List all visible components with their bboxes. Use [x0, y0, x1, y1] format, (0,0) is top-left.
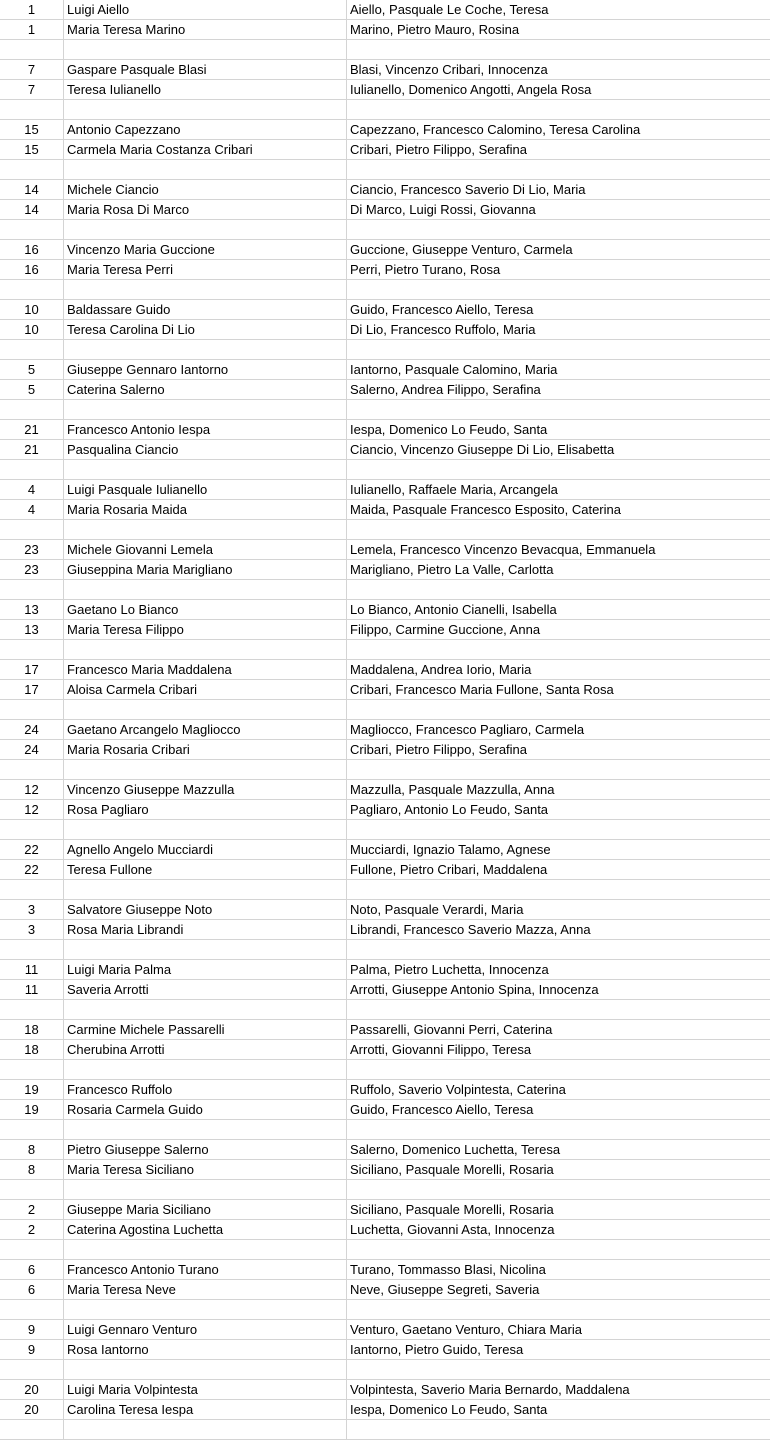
cell-spouse-name[interactable]: Salvatore Giuseppe Noto — [64, 900, 347, 920]
cell-number[interactable] — [0, 760, 64, 780]
cell-number[interactable] — [0, 340, 64, 360]
cell-number[interactable] — [0, 220, 64, 240]
table-row — [0, 880, 770, 900]
cell-number[interactable]: 17 — [0, 660, 64, 680]
cell-parents[interactable] — [347, 1000, 770, 1020]
cell-spouse-name[interactable]: Luigi Maria Palma — [64, 960, 347, 980]
cell-spouse-name[interactable]: Giuseppe Maria Siciliano — [64, 1200, 347, 1220]
cell-number[interactable]: 16 — [0, 260, 64, 280]
table-row — [0, 200, 770, 220]
table-row — [0, 600, 770, 620]
cell-spouse-name[interactable]: Vincenzo Giuseppe Mazzulla — [64, 780, 347, 800]
cell-parents[interactable]: Di Marco, Luigi Rossi, Giovanna — [347, 200, 770, 220]
table-row — [0, 1080, 770, 1100]
cell-spouse-name[interactable] — [64, 40, 347, 60]
cell-parents[interactable]: Neve, Giuseppe Segreti, Saveria — [347, 1280, 770, 1300]
cell-parents[interactable]: Cribari, Pietro Filippo, Serafina — [347, 140, 770, 160]
cell-parents[interactable] — [347, 1120, 770, 1140]
cell-number[interactable] — [0, 640, 64, 660]
cell-number[interactable]: 23 — [0, 560, 64, 580]
cell-spouse-name[interactable]: Francesco Antonio Iespa — [64, 420, 347, 440]
cell-number[interactable] — [0, 700, 64, 720]
cell-number[interactable]: 2 — [0, 1220, 64, 1240]
cell-spouse-name[interactable]: Baldassare Guido — [64, 300, 347, 320]
table-row — [0, 680, 770, 700]
cell-number[interactable]: 21 — [0, 440, 64, 460]
cell-spouse-name[interactable] — [64, 640, 347, 660]
cell-parents[interactable]: Maddalena, Andrea Iorio, Maria — [347, 660, 770, 680]
table-row — [0, 160, 770, 180]
cell-number[interactable]: 8 — [0, 1160, 64, 1180]
table-row — [0, 1420, 770, 1440]
cell-spouse-name[interactable] — [64, 1300, 347, 1320]
cell-number[interactable]: 19 — [0, 1080, 64, 1100]
table-row — [0, 1060, 770, 1080]
table-row — [0, 1140, 770, 1160]
cell-number[interactable]: 4 — [0, 480, 64, 500]
table-row — [0, 20, 770, 40]
table-row — [0, 100, 770, 120]
cell-parents[interactable]: Lo Bianco, Antonio Cianelli, Isabella — [347, 600, 770, 620]
cell-spouse-name[interactable]: Vincenzo Maria Guccione — [64, 240, 347, 260]
cell-spouse-name[interactable]: Gaetano Lo Bianco — [64, 600, 347, 620]
table-row — [0, 900, 770, 920]
cell-number[interactable] — [0, 580, 64, 600]
cell-spouse-name[interactable] — [64, 1060, 347, 1080]
cell-spouse-name[interactable] — [64, 880, 347, 900]
table-row — [0, 120, 770, 140]
table-row — [0, 1000, 770, 1020]
cell-number[interactable] — [0, 400, 64, 420]
cell-number[interactable]: 10 — [0, 320, 64, 340]
cell-spouse-name[interactable] — [64, 940, 347, 960]
cell-parents[interactable] — [347, 1420, 770, 1440]
table-row — [0, 40, 770, 60]
cell-spouse-name[interactable]: Maria Teresa Neve — [64, 1280, 347, 1300]
cell-spouse-name[interactable]: Pietro Giuseppe Salerno — [64, 1140, 347, 1160]
cell-parents[interactable] — [347, 1300, 770, 1320]
cell-spouse-name[interactable]: Carolina Teresa Iespa — [64, 1400, 347, 1420]
cell-number[interactable]: 13 — [0, 620, 64, 640]
cell-spouse-name[interactable]: Carmine Michele Passarelli — [64, 1020, 347, 1040]
cell-number[interactable] — [0, 1240, 64, 1260]
cell-spouse-name[interactable] — [64, 580, 347, 600]
cell-number[interactable] — [0, 1360, 64, 1380]
cell-spouse-name[interactable]: Pasqualina Ciancio — [64, 440, 347, 460]
cell-number[interactable] — [0, 880, 64, 900]
cell-spouse-name[interactable]: Francesco Maria Maddalena — [64, 660, 347, 680]
cell-spouse-name[interactable]: Rosa Pagliaro — [64, 800, 347, 820]
cell-spouse-name[interactable] — [64, 1240, 347, 1260]
cell-spouse-name[interactable]: Rosa Maria Librandi — [64, 920, 347, 940]
cell-spouse-name[interactable] — [64, 1420, 347, 1440]
table-row — [0, 1100, 770, 1120]
cell-parents[interactable] — [347, 940, 770, 960]
cell-spouse-name[interactable]: Aloisa Carmela Cribari — [64, 680, 347, 700]
cell-parents[interactable] — [347, 1180, 770, 1200]
cell-number[interactable] — [0, 1300, 64, 1320]
table-row — [0, 960, 770, 980]
cell-parents[interactable]: Iespa, Domenico Lo Feudo, Santa — [347, 420, 770, 440]
cell-parents[interactable]: Pagliaro, Antonio Lo Feudo, Santa — [347, 800, 770, 820]
table-row — [0, 260, 770, 280]
cell-spouse-name[interactable]: Rosaria Carmela Guido — [64, 1100, 347, 1120]
cell-parents[interactable]: Mazzulla, Pasquale Mazzulla, Anna — [347, 780, 770, 800]
cell-parents[interactable]: Lemela, Francesco Vincenzo Bevacqua, Emmanuela — [347, 540, 770, 560]
cell-spouse-name[interactable]: Francesco Ruffolo — [64, 1080, 347, 1100]
cell-parents[interactable]: Cribari, Pietro Filippo, Serafina — [347, 740, 770, 760]
cell-spouse-name[interactable] — [64, 520, 347, 540]
cell-parents[interactable]: Turano, Tommasso Blasi, Nicolina — [347, 1260, 770, 1280]
cell-parents[interactable] — [347, 220, 770, 240]
cell-parents[interactable]: Arrotti, Giovanni Filippo, Teresa — [347, 1040, 770, 1060]
cell-number[interactable]: 20 — [0, 1380, 64, 1400]
cell-parents[interactable]: Passarelli, Giovanni Perri, Caterina — [347, 1020, 770, 1040]
table-row — [0, 920, 770, 940]
cell-parents[interactable]: Guido, Francesco Aiello, Teresa — [347, 300, 770, 320]
cell-spouse-name[interactable]: Luigi Aiello — [64, 0, 347, 20]
table-row — [0, 1120, 770, 1140]
cell-spouse-name[interactable]: Giuseppina Maria Marigliano — [64, 560, 347, 580]
cell-spouse-name[interactable]: Luigi Gennaro Venturo — [64, 1320, 347, 1340]
cell-parents[interactable]: Fullone, Pietro Cribari, Maddalena — [347, 860, 770, 880]
cell-parents[interactable] — [347, 160, 770, 180]
cell-spouse-name[interactable] — [64, 160, 347, 180]
cell-spouse-name[interactable]: Rosa Iantorno — [64, 1340, 347, 1360]
table-row — [0, 1220, 770, 1240]
cell-parents[interactable]: Marino, Pietro Mauro, Rosina — [347, 20, 770, 40]
cell-parents[interactable]: Iespa, Domenico Lo Feudo, Santa — [347, 1400, 770, 1420]
cell-spouse-name[interactable]: Michele Giovanni Lemela — [64, 540, 347, 560]
table-row — [0, 620, 770, 640]
cell-spouse-name[interactable] — [64, 340, 347, 360]
cell-number[interactable]: 15 — [0, 120, 64, 140]
table-row — [0, 1020, 770, 1040]
cell-number[interactable] — [0, 40, 64, 60]
cell-spouse-name[interactable] — [64, 1180, 347, 1200]
cell-parents[interactable] — [347, 40, 770, 60]
table-row — [0, 60, 770, 80]
cell-spouse-name[interactable]: Antonio Capezzano — [64, 120, 347, 140]
table-row — [0, 1300, 770, 1320]
table-row — [0, 340, 770, 360]
cell-parents[interactable]: Cribari, Francesco Maria Fullone, Santa Rosa — [347, 680, 770, 700]
cell-number[interactable]: 18 — [0, 1040, 64, 1060]
cell-parents[interactable]: Marigliano, Pietro La Valle, Carlotta — [347, 560, 770, 580]
cell-spouse-name[interactable]: Cherubina Arrotti — [64, 1040, 347, 1060]
table-row — [0, 500, 770, 520]
cell-spouse-name[interactable]: Agnello Angelo Mucciardi — [64, 840, 347, 860]
cell-spouse-name[interactable]: Giuseppe Gennaro Iantorno — [64, 360, 347, 380]
cell-number[interactable]: 9 — [0, 1320, 64, 1340]
cell-number[interactable] — [0, 940, 64, 960]
cell-parents[interactable] — [347, 760, 770, 780]
table-row — [0, 440, 770, 460]
table-row — [0, 1160, 770, 1180]
cell-parents[interactable]: Di Lio, Francesco Ruffolo, Maria — [347, 320, 770, 340]
cell-number[interactable]: 3 — [0, 920, 64, 940]
cell-number[interactable]: 8 — [0, 1140, 64, 1160]
cell-spouse-name[interactable]: Maria Teresa Marino — [64, 20, 347, 40]
cell-parents[interactable]: Venturo, Gaetano Venturo, Chiara Maria — [347, 1320, 770, 1340]
cell-number[interactable]: 12 — [0, 780, 64, 800]
cell-number[interactable]: 21 — [0, 420, 64, 440]
cell-number[interactable]: 1 — [0, 0, 64, 20]
cell-spouse-name[interactable] — [64, 1000, 347, 1020]
table-row — [0, 660, 770, 680]
cell-parents[interactable] — [347, 820, 770, 840]
cell-parents[interactable] — [347, 280, 770, 300]
cell-number[interactable]: 5 — [0, 360, 64, 380]
cell-number[interactable]: 14 — [0, 180, 64, 200]
cell-parents[interactable]: Ciancio, Vincenzo Giuseppe Di Lio, Elisabetta — [347, 440, 770, 460]
cell-number[interactable]: 7 — [0, 60, 64, 80]
table-row — [0, 800, 770, 820]
cell-parents[interactable]: Librandi, Francesco Saverio Mazza, Anna — [347, 920, 770, 940]
table-row — [0, 240, 770, 260]
cell-number[interactable] — [0, 460, 64, 480]
cell-parents[interactable]: Salerno, Andrea Filippo, Serafina — [347, 380, 770, 400]
table-row — [0, 820, 770, 840]
cell-parents[interactable]: Maida, Pasquale Francesco Esposito, Caterina — [347, 500, 770, 520]
cell-number[interactable] — [0, 160, 64, 180]
cell-number[interactable] — [0, 1000, 64, 1020]
cell-spouse-name[interactable] — [64, 100, 347, 120]
cell-spouse-name[interactable]: Caterina Salerno — [64, 380, 347, 400]
cell-number[interactable]: 3 — [0, 900, 64, 920]
cell-parents[interactable] — [347, 1360, 770, 1380]
table-row — [0, 140, 770, 160]
cell-spouse-name[interactable] — [64, 1360, 347, 1380]
cell-parents[interactable] — [347, 340, 770, 360]
cell-spouse-name[interactable]: Luigi Maria Volpintesta — [64, 1380, 347, 1400]
cell-spouse-name[interactable]: Maria Teresa Perri — [64, 260, 347, 280]
table-row — [0, 180, 770, 200]
cell-number[interactable]: 18 — [0, 1020, 64, 1040]
cell-spouse-name[interactable] — [64, 400, 347, 420]
cell-number[interactable]: 14 — [0, 200, 64, 220]
cell-parents[interactable]: Noto, Pasquale Verardi, Maria — [347, 900, 770, 920]
cell-parents[interactable]: Siciliano, Pasquale Morelli, Rosaria — [347, 1200, 770, 1220]
cell-parents[interactable] — [347, 1060, 770, 1080]
cell-parents[interactable]: Iantorno, Pietro Guido, Teresa — [347, 1340, 770, 1360]
cell-parents[interactable]: Filippo, Carmine Guccione, Anna — [347, 620, 770, 640]
cell-number[interactable]: 11 — [0, 980, 64, 1000]
cell-parents[interactable]: Luchetta, Giovanni Asta, Innocenza — [347, 1220, 770, 1240]
cell-spouse-name[interactable] — [64, 460, 347, 480]
table-row — [0, 420, 770, 440]
table-row — [0, 720, 770, 740]
cell-parents[interactable]: Salerno, Domenico Luchetta, Teresa — [347, 1140, 770, 1160]
cell-spouse-name[interactable] — [64, 760, 347, 780]
cell-number[interactable]: 10 — [0, 300, 64, 320]
table-row — [0, 400, 770, 420]
cell-number[interactable]: 20 — [0, 1400, 64, 1420]
table-row — [0, 1400, 770, 1420]
cell-parents[interactable]: Capezzano, Francesco Calomino, Teresa Carolina — [347, 120, 770, 140]
cell-number[interactable]: 6 — [0, 1280, 64, 1300]
cell-spouse-name[interactable]: Caterina Agostina Luchetta — [64, 1220, 347, 1240]
cell-number[interactable] — [0, 1060, 64, 1080]
cell-number[interactable]: 16 — [0, 240, 64, 260]
table-row — [0, 280, 770, 300]
cell-number[interactable]: 24 — [0, 720, 64, 740]
cell-number[interactable]: 11 — [0, 960, 64, 980]
table-row — [0, 220, 770, 240]
cell-number[interactable]: 1 — [0, 20, 64, 40]
cell-number[interactable]: 23 — [0, 540, 64, 560]
cell-parents[interactable] — [347, 700, 770, 720]
cell-parents[interactable]: Volpintesta, Saverio Maria Bernardo, Maddalena — [347, 1380, 770, 1400]
cell-number[interactable] — [0, 1420, 64, 1440]
cell-spouse-name[interactable] — [64, 220, 347, 240]
table-row — [0, 1340, 770, 1360]
cell-parents[interactable]: Blasi, Vincenzo Cribari, Innocenza — [347, 60, 770, 80]
table-row — [0, 520, 770, 540]
cell-spouse-name[interactable]: Teresa Fullone — [64, 860, 347, 880]
cell-number[interactable]: 5 — [0, 380, 64, 400]
cell-parents[interactable] — [347, 460, 770, 480]
table-row — [0, 1240, 770, 1260]
cell-parents[interactable]: Siciliano, Pasquale Morelli, Rosaria — [347, 1160, 770, 1180]
table-row — [0, 1040, 770, 1060]
table-row — [0, 1380, 770, 1400]
cell-spouse-name[interactable]: Maria Teresa Siciliano — [64, 1160, 347, 1180]
cell-parents[interactable]: Guccione, Giuseppe Venturo, Carmela — [347, 240, 770, 260]
cell-number[interactable] — [0, 100, 64, 120]
cell-spouse-name[interactable]: Maria Teresa Filippo — [64, 620, 347, 640]
table-row — [0, 560, 770, 580]
cell-number[interactable] — [0, 1180, 64, 1200]
cell-parents[interactable] — [347, 640, 770, 660]
cell-parents[interactable] — [347, 1240, 770, 1260]
table-row — [0, 1280, 770, 1300]
cell-parents[interactable]: Aiello, Pasquale Le Coche, Teresa — [347, 0, 770, 20]
cell-number[interactable] — [0, 520, 64, 540]
table-row — [0, 640, 770, 660]
cell-parents[interactable] — [347, 520, 770, 540]
table-row — [0, 760, 770, 780]
table-row — [0, 80, 770, 100]
cell-spouse-name[interactable]: Michele Ciancio — [64, 180, 347, 200]
cell-spouse-name[interactable]: Gaspare Pasquale Blasi — [64, 60, 347, 80]
table-row — [0, 740, 770, 760]
table-row — [0, 360, 770, 380]
cell-number[interactable]: 13 — [0, 600, 64, 620]
cell-number[interactable]: 17 — [0, 680, 64, 700]
table-row — [0, 780, 770, 800]
cell-spouse-name[interactable]: Gaetano Arcangelo Magliocco — [64, 720, 347, 740]
cell-number[interactable]: 7 — [0, 80, 64, 100]
cell-number[interactable]: 2 — [0, 1200, 64, 1220]
cell-spouse-name[interactable] — [64, 820, 347, 840]
cell-parents[interactable] — [347, 880, 770, 900]
cell-spouse-name[interactable]: Saveria Arrotti — [64, 980, 347, 1000]
cell-spouse-name[interactable] — [64, 700, 347, 720]
cell-number[interactable]: 24 — [0, 740, 64, 760]
cell-number[interactable]: 6 — [0, 1260, 64, 1280]
cell-number[interactable] — [0, 820, 64, 840]
cell-spouse-name[interactable]: Francesco Antonio Turano — [64, 1260, 347, 1280]
cell-number[interactable]: 22 — [0, 860, 64, 880]
cell-number[interactable]: 9 — [0, 1340, 64, 1360]
cell-parents[interactable] — [347, 100, 770, 120]
cell-number[interactable]: 22 — [0, 840, 64, 860]
table-row — [0, 320, 770, 340]
cell-number[interactable]: 19 — [0, 1100, 64, 1120]
table-row — [0, 840, 770, 860]
table-row — [0, 300, 770, 320]
cell-parents[interactable]: Palma, Pietro Luchetta, Innocenza — [347, 960, 770, 980]
table-row — [0, 980, 770, 1000]
cell-spouse-name[interactable] — [64, 280, 347, 300]
table-row — [0, 940, 770, 960]
cell-spouse-name[interactable]: Maria Rosaria Cribari — [64, 740, 347, 760]
cell-parents[interactable]: Ciancio, Francesco Saverio Di Lio, Maria — [347, 180, 770, 200]
table-row — [0, 380, 770, 400]
cell-parents[interactable] — [347, 580, 770, 600]
table-row — [0, 1260, 770, 1280]
table-row — [0, 860, 770, 880]
cell-spouse-name[interactable] — [64, 1120, 347, 1140]
cell-parents[interactable] — [347, 400, 770, 420]
cell-number[interactable] — [0, 1120, 64, 1140]
cell-parents[interactable]: Iantorno, Pasquale Calomino, Maria — [347, 360, 770, 380]
table-row — [0, 1180, 770, 1200]
cell-spouse-name[interactable]: Teresa Iulianello — [64, 80, 347, 100]
cell-parents[interactable]: Guido, Francesco Aiello, Teresa — [347, 1100, 770, 1120]
table-row — [0, 1320, 770, 1340]
cell-spouse-name[interactable]: Teresa Carolina Di Lio — [64, 320, 347, 340]
table-row — [0, 0, 770, 20]
cell-spouse-name[interactable]: Maria Rosaria Maida — [64, 500, 347, 520]
table-row — [0, 460, 770, 480]
cell-spouse-name[interactable]: Luigi Pasquale Iulianello — [64, 480, 347, 500]
cell-parents[interactable]: Ruffolo, Saverio Volpintesta, Caterina — [347, 1080, 770, 1100]
table-row — [0, 1360, 770, 1380]
cell-parents[interactable]: Magliocco, Francesco Pagliaro, Carmela — [347, 720, 770, 740]
cell-parents[interactable]: Iulianello, Domenico Angotti, Angela Rosa — [347, 80, 770, 100]
table-row — [0, 1200, 770, 1220]
table-row — [0, 480, 770, 500]
cell-spouse-name[interactable]: Carmela Maria Costanza Cribari — [64, 140, 347, 160]
cell-parents[interactable]: Iulianello, Raffaele Maria, Arcangela — [347, 480, 770, 500]
cell-spouse-name[interactable]: Maria Rosa Di Marco — [64, 200, 347, 220]
table-row — [0, 580, 770, 600]
cell-parents[interactable]: Arrotti, Giuseppe Antonio Spina, Innocenza — [347, 980, 770, 1000]
cell-number[interactable]: 4 — [0, 500, 64, 520]
cell-number[interactable]: 12 — [0, 800, 64, 820]
cell-parents[interactable]: Perri, Pietro Turano, Rosa — [347, 260, 770, 280]
table-row — [0, 700, 770, 720]
cell-number[interactable] — [0, 280, 64, 300]
cell-number[interactable]: 15 — [0, 140, 64, 160]
cell-parents[interactable]: Mucciardi, Ignazio Talamo, Agnese — [347, 840, 770, 860]
table-row — [0, 540, 770, 560]
